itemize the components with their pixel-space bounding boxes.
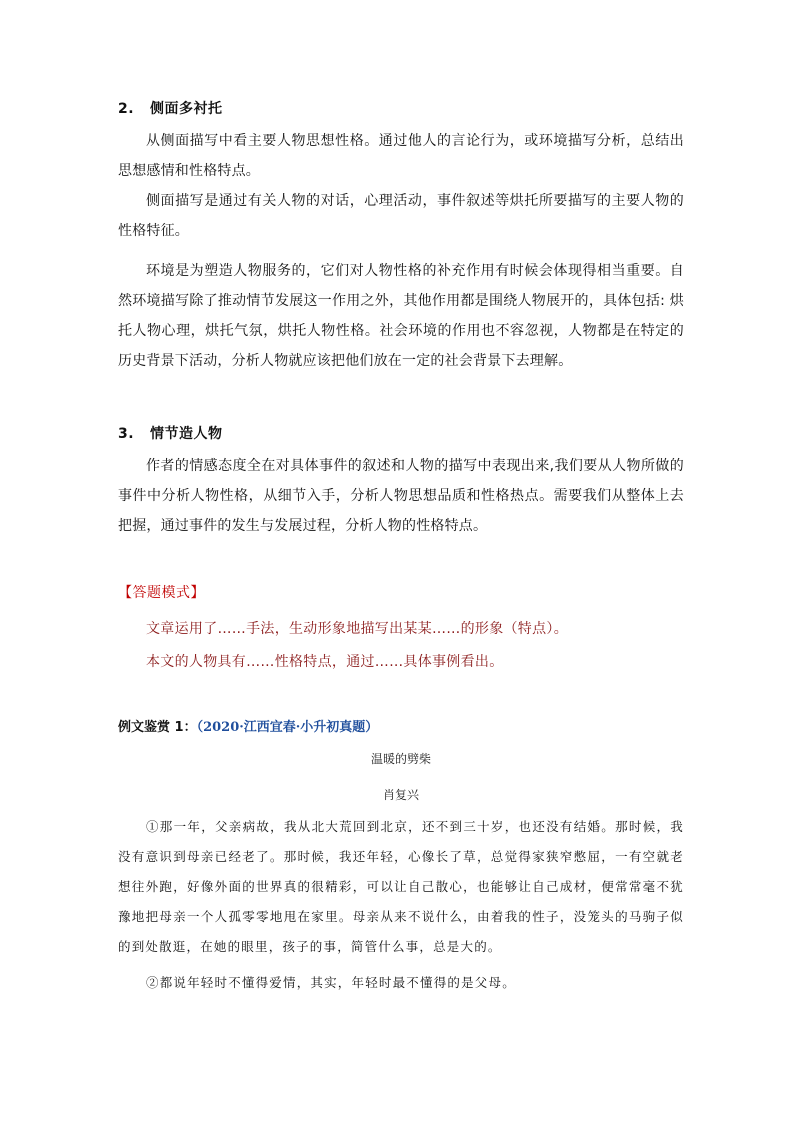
answer-pattern-line-2: 本文的人物具有……性格特点，通过……具体事例看出。 xyxy=(146,654,504,670)
story-paragraph-2: ②都说年轻时不懂得爱情，其实，年轻时最不懂得的是父母。 xyxy=(146,975,516,990)
section-3-title: 情节造人物 xyxy=(150,426,223,442)
section-2-paragraph-3: 环境是为塑造人物服务的，它们对人物性格的补充作用有时候会体现得相当重要。自然环境描写除了推动情节发展这一作用之外，其他作用都是围绕人物展开的，具体包括: 烘托人物心理，烘托气氛，烘托人物性格。社会环境的作用也不容忽视，人物都是在特定的历史背景下活动，分析人物就应该把他们放在一定的社会背景下去理解。 xyxy=(118,263,684,369)
section-2-title: 侧面多衬托 xyxy=(150,101,223,117)
example-source: （2020·江西宜春·小升初真题） xyxy=(196,720,379,735)
story-paragraph-1: ①那一年，父亲病故，我从北大荒回到北京，还不到三十岁，也还没有结婚。那时候，我没有意识到母亲已经老了。那时候，我还年轻，心像长了草，总觉得家狭窄憋屈，一有空就老想往外跑，好像外面的世界真的很精彩，可以让自己散心，也能够让自己成材，便常常毫不犹豫地把母亲一个人孤零零地甩在家里。母亲从来不说什么，由着我的性子，没笼头的马驹子似的到处散逛，在她的眼里，孩子的事，简管什么事，总是大的。 xyxy=(118,819,684,954)
section-2-heading xyxy=(118,98,223,118)
story-title: 温暖的劈柴 xyxy=(370,752,431,766)
answer-pattern-tag: 【答题模式】 xyxy=(118,585,205,601)
example-heading xyxy=(118,716,378,735)
section-3-number: 3. xyxy=(118,426,135,442)
section-2-number: 2. xyxy=(118,101,135,117)
section-3-paragraph: 作者的情感态度全在对具体事件的叙述和人物的描写中表现出来,我们要从人物所做的事件中分析人物性格，从细节入手，分析人物思想品质和性格热点。需要我们从整体上去把握，通过事件的发生与发展过程，分析人物的性格特点。 xyxy=(118,458,684,534)
section-2-paragraph-1: 从侧面描写中看主要人物思想性格。通过他人的言论行为，或环境描写分析，总结出思想感情和性格特点。 xyxy=(118,133,684,179)
example-label: 例文鉴赏 1： xyxy=(118,720,197,735)
section-3-heading xyxy=(118,423,223,443)
answer-pattern-line-1: 文章运用了……手法，生动形象地描写出某某……的形象（特点）。 xyxy=(146,621,568,637)
story-author: 肖复兴 xyxy=(382,788,419,802)
section-2-paragraph-2: 侧面描写是通过有关人物的对话，心理活动，事件叙述等烘托所要描写的主要人物的性格特征。 xyxy=(118,193,684,239)
